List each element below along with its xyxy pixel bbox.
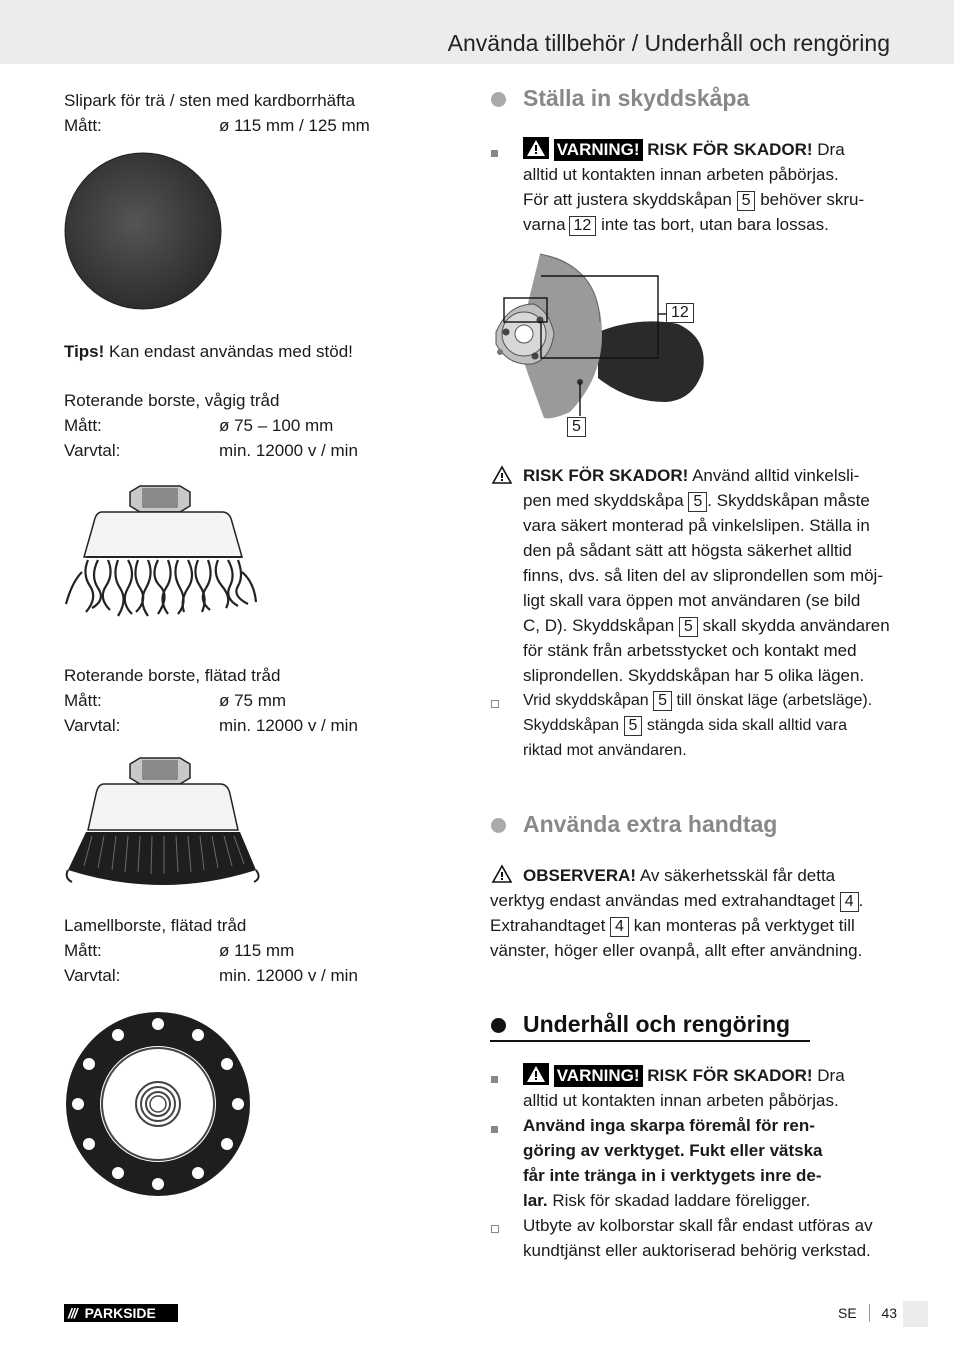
section2-bullet xyxy=(491,818,506,833)
text: Av säkerhetsskäl får detta xyxy=(639,866,836,885)
warning-tail: Dra xyxy=(817,140,845,159)
section2-heading: Använda extra handtag xyxy=(523,811,778,837)
tip-body: Kan endast användas med stöd! xyxy=(109,342,353,361)
step-line3: riktad mot användaren. xyxy=(523,742,687,759)
section1-square-bullet xyxy=(491,150,498,157)
clean-line3: får inte tränga in i verktygets inre de- xyxy=(523,1166,822,1185)
risk-line7 xyxy=(523,613,890,638)
section3-underline xyxy=(490,1040,810,1042)
caution-triangle-icon xyxy=(491,465,513,485)
brush3-matt-value: ø 115 mm xyxy=(219,941,295,960)
brush2-matt-label: Mått: xyxy=(64,691,102,710)
ref-box-4: 4 xyxy=(840,892,859,912)
section3-square-bullet xyxy=(491,1076,498,1083)
risk-line6: ligt skall vara öppen mot användaren (se bild xyxy=(523,591,861,610)
clean-line2: göring av verktyget. Fukt eller vätska xyxy=(523,1141,823,1160)
brush2-name: Roterande borste, flätad tråd xyxy=(64,666,281,685)
risk-bold: RISK FÖR SKADOR! xyxy=(523,466,689,485)
obs-line4: vänster, höger eller ovanpå, allt efter användning. xyxy=(490,941,863,960)
warning-risk: RISK FÖR SKADOR! xyxy=(647,1066,813,1085)
text: C, D). Skyddskåpan xyxy=(523,616,675,635)
obs-line1 xyxy=(523,863,835,888)
brush-line2: kundtjänst eller auktoriserad behörig verkstad. xyxy=(523,1241,871,1260)
step-bullet xyxy=(491,700,499,708)
warning-risk: RISK FÖR SKADOR! xyxy=(647,140,813,159)
tip-bold: Tips! xyxy=(64,342,105,361)
sanding-matt-label: Mått: xyxy=(64,116,102,135)
ref-box-12: 12 xyxy=(569,216,597,236)
page-header xyxy=(0,0,954,64)
clean-line4 xyxy=(523,1188,810,1213)
parkside-logo xyxy=(64,1304,178,1322)
text: Använd alltid vinkelsli- xyxy=(692,466,860,485)
text: För att justera skyddskåpan xyxy=(523,190,732,209)
warning-triangle-icon xyxy=(523,137,549,159)
warning-label: VARNING! xyxy=(554,139,643,161)
brush3-speed-label: Varvtal: xyxy=(64,966,121,985)
section1-line2: alltid ut kontakten innan arbeten påbörjas. xyxy=(523,165,839,184)
warning-label: VARNING! xyxy=(554,1065,643,1087)
brush2-matt-value: ø 75 mm xyxy=(219,691,287,710)
brush1-speed-label: Varvtal: xyxy=(64,441,121,460)
text: till önskat läge (arbetsläge). xyxy=(676,692,873,709)
step-line1 xyxy=(523,688,872,713)
text: varna xyxy=(523,215,566,234)
text: inte tas bort, utan bara lossas. xyxy=(601,215,829,234)
clean-line1: Använd inga skarpa föremål för ren- xyxy=(523,1116,815,1135)
ref-box-5: 5 xyxy=(653,691,672,711)
sanding-matt-value: ø 115 mm / 125 mm xyxy=(219,116,370,135)
section1-line4 xyxy=(523,212,829,237)
warning-triangle-icon xyxy=(523,1063,549,1085)
text: Skyddskåpan xyxy=(523,717,620,734)
ref-box-5: 5 xyxy=(737,191,756,211)
text: . xyxy=(858,891,864,910)
risk-line9: sliprondellen. Skyddskåpan har 5 olika lägen. xyxy=(523,666,865,685)
section1-line3 xyxy=(523,187,864,212)
section3-heading: Underhåll och rengöring xyxy=(523,1011,791,1037)
footer-page-info xyxy=(838,1304,897,1322)
warning-tail: Dra xyxy=(817,1066,845,1085)
cup-brush-wavy-image xyxy=(62,482,262,632)
figure-label-5: 5 xyxy=(567,417,586,437)
caution-triangle-icon xyxy=(491,864,513,884)
risk-line4: den på sådant sätt att högsta säkerhet alltid xyxy=(523,541,852,560)
angle-grinder-guard-figure xyxy=(488,252,718,442)
step-line2 xyxy=(523,713,847,738)
text: pen med skyddskåpa xyxy=(523,491,684,510)
tip-text xyxy=(64,339,353,364)
footer-page-number: 43 xyxy=(881,1305,898,1321)
ref-box-5: 5 xyxy=(624,716,643,736)
sanding-disc-image xyxy=(64,152,224,312)
page-title: Använda tillbehör / Underhåll och rengöring xyxy=(447,30,890,56)
logo-stripes-icon: /// xyxy=(68,1305,77,1321)
text: verktyg endast användas med extrahandtaget xyxy=(490,891,835,910)
section3-square-bullet xyxy=(491,1126,498,1133)
ref-box-5: 5 xyxy=(688,492,707,512)
text: lar. xyxy=(523,1191,548,1210)
text: Vrid skyddskåpan xyxy=(523,692,649,709)
section1-bullet xyxy=(491,92,506,107)
risk-line5: finns, dvs. så liten del av sliprondellen som möj- xyxy=(523,566,883,585)
section1-warning-line xyxy=(523,137,845,162)
risk-line1 xyxy=(523,463,859,488)
obs-line2 xyxy=(490,888,863,913)
brush-line1: Utbyte av kolborstar skall får endast utföras av xyxy=(523,1216,873,1235)
section3-warning-line xyxy=(523,1063,845,1088)
risk-line3: vara säkert monterad på vinkelslipen. Ställa in xyxy=(523,516,870,535)
footer-lang: SE xyxy=(838,1305,857,1321)
logo-text: PARKSIDE xyxy=(84,1305,156,1321)
brush3-speed-value: min. 12000 v / min xyxy=(219,966,358,985)
brush3-matt-label: Mått: xyxy=(64,941,102,960)
text: skall skydda användaren xyxy=(702,616,890,635)
brush2-speed-label: Varvtal: xyxy=(64,716,121,735)
cup-brush-braided-image xyxy=(62,754,262,900)
ref-box-4: 4 xyxy=(610,917,629,937)
text: Extrahandtaget xyxy=(490,916,606,935)
text: . Skyddskåpan måste xyxy=(707,491,870,510)
step-bullet xyxy=(491,1225,499,1233)
ref-box-5: 5 xyxy=(679,617,698,637)
figure-label-12: 12 xyxy=(666,303,694,323)
brush1-speed-value: min. 12000 v / min xyxy=(219,441,358,460)
footer-divider xyxy=(869,1304,870,1322)
sanding-sheet-name: Slipark för trä / sten med kardborrhäfta xyxy=(64,91,356,110)
brush2-speed-value: min. 12000 v / min xyxy=(219,716,358,735)
section3-line2: alltid ut kontakten innan arbeten påbörjas. xyxy=(523,1091,839,1110)
obs-line3 xyxy=(490,913,855,938)
text: stängda sida skall alltid vara xyxy=(646,717,847,734)
risk-line2 xyxy=(523,488,870,513)
footer-box xyxy=(903,1301,928,1327)
section1-heading: Ställa in skyddskåpa xyxy=(523,85,750,111)
section3-bullet xyxy=(491,1018,506,1033)
text: behöver skru- xyxy=(760,190,865,209)
brush1-matt-value: ø 75 – 100 mm xyxy=(219,416,334,435)
brush1-name: Roterande borste, vågig tråd xyxy=(64,391,280,410)
obs-bold: OBSERVERA! xyxy=(523,866,637,885)
text: Risk för skadad laddare föreligger. xyxy=(552,1191,811,1210)
text: kan monteras på verktyget till xyxy=(633,916,855,935)
risk-line8: för stänk från arbetsstycket och kontakt med xyxy=(523,641,857,660)
wheel-brush-image xyxy=(64,1010,254,1200)
brush1-matt-label: Mått: xyxy=(64,416,102,435)
brush3-name: Lamellborste, flätad tråd xyxy=(64,916,247,935)
